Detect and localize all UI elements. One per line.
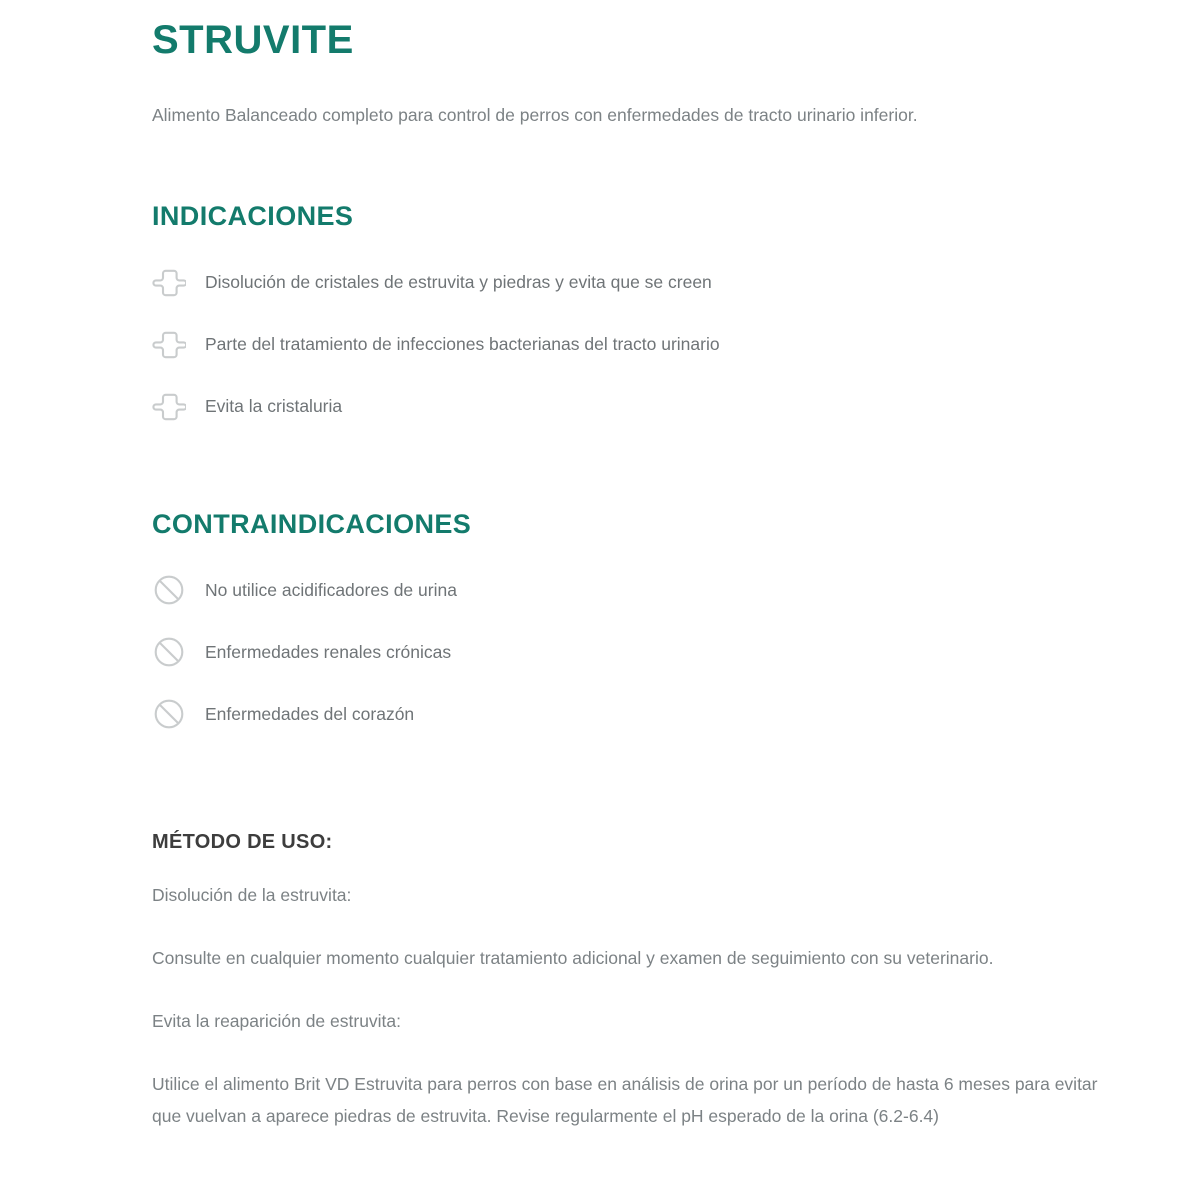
section-heading-contraindicaciones: CONTRAINDICACIONES xyxy=(152,508,472,539)
cross-plus-icon xyxy=(152,328,186,362)
contraindicaciones-list xyxy=(152,559,1130,745)
prohibition-icon xyxy=(152,697,186,731)
section-metodo-de-uso xyxy=(152,745,1130,1132)
list-item xyxy=(152,376,1130,438)
section-contraindicaciones xyxy=(152,438,1130,745)
list-item xyxy=(152,252,1130,314)
section-heading-metodo: MÉTODO DE USO: xyxy=(152,831,333,854)
list-item-label: Enfermedades renales crónicas xyxy=(205,641,452,662)
cross-plus-icon xyxy=(152,390,186,424)
list-item xyxy=(152,314,1130,376)
product-subtitle: Alimento Balanceado completo para control de perros con enfermedades de tracto urinario inferior. xyxy=(152,105,918,125)
list-item xyxy=(152,621,1130,683)
metodo-paragraph: Disolución de la estruvita: xyxy=(152,885,352,906)
section-indicaciones xyxy=(152,128,1130,437)
prohibition-icon xyxy=(152,635,186,669)
cross-plus-icon xyxy=(152,266,186,300)
metodo-paragraph: Consulte en cualquier momento cualquier tratamiento adicional y examen de seguimiento con su veterinario. xyxy=(152,948,994,969)
list-item-label: No utilice acidificadores de urina xyxy=(205,579,457,600)
list-item-label: Evita la cristaluria xyxy=(205,396,343,417)
metodo-paragraph: Utilice el alimento Brit VD Estruvita para perros con base en análisis de orina por un período de hasta 6 meses para evitar que vuelvan a aparece piedras de estruvita. Revise regularmente el pH esperado de la orina (6.2-6.4) xyxy=(152,1074,1098,1126)
list-item-label: Parte del tratamiento de infecciones bacterianas del tracto urinario xyxy=(205,334,720,355)
list-item-label: Enfermedades del corazón xyxy=(205,703,415,724)
list-item-label: Disolución de cristales de estruvita y piedras y evita que se creen xyxy=(205,272,712,293)
indicaciones-list xyxy=(152,252,1130,438)
section-heading-indicaciones: INDICACIONES xyxy=(152,201,354,232)
list-item xyxy=(152,559,1130,621)
page-title: STRUVITE xyxy=(152,18,354,62)
prohibition-icon xyxy=(152,573,186,607)
metodo-paragraph: Evita la reaparición de estruvita: xyxy=(152,1011,402,1032)
list-item xyxy=(152,683,1130,745)
